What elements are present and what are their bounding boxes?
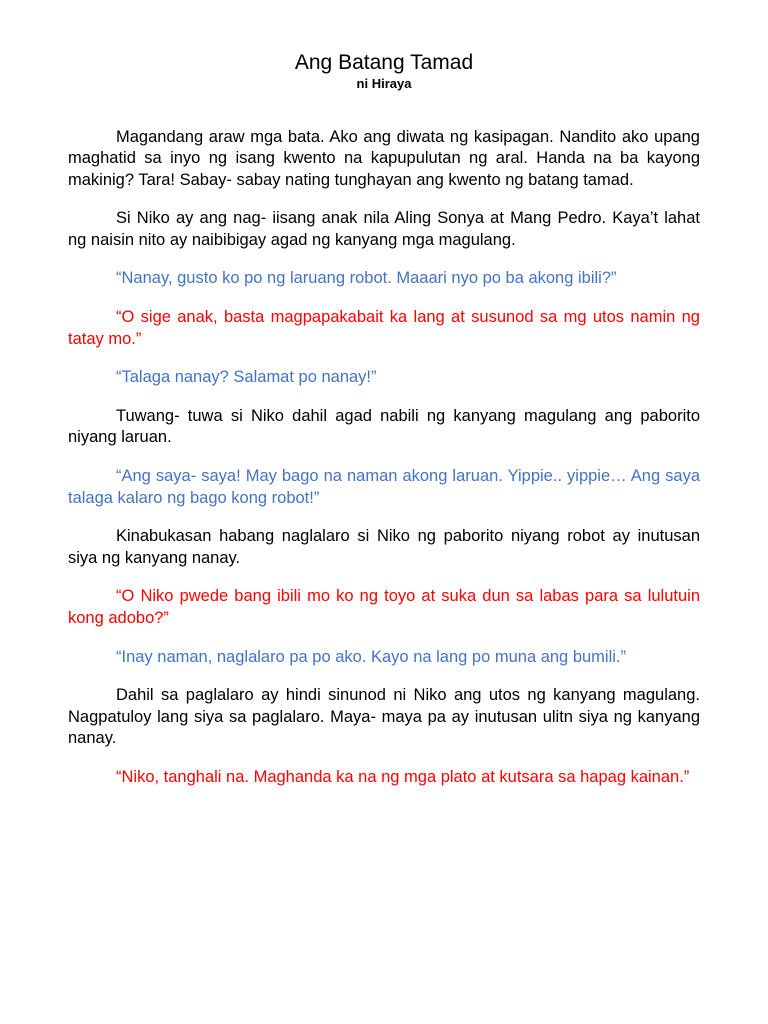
paragraph-narration: Magandang araw mga bata. Ako ang diwata ng kasipagan. Nandito ako upang maghatid sa inyo ng isang kwento na kapupulutan ng aral. Handa na ba kayong makinig? Tara! Sabay- sabay nating tunghayan ang kwento ng batang tamad. xyxy=(68,128,700,189)
dialogue-parent: “O Niko pwede bang ibili mo ko ng toyo at suka dun sa labas para sa lulutuin kong adobo?” xyxy=(68,587,700,627)
story-body xyxy=(68,127,700,806)
dialogue-niko: “Talaga nanay? Salamat po nanay!” xyxy=(116,368,377,387)
page-title: Ang Batang Tamad xyxy=(294,51,474,74)
dialogue-parent: “O sige anak, basta magpapakabait ka lang at susunod sa mg utos namin ng tatay mo.” xyxy=(68,308,700,348)
paragraph-narration: Si Niko ay ang nag- iisang anak nila Aling Sonya at Mang Pedro. Kaya’t lahat ng naisin nito ay naibibigay agad ng kanyang mga magulang. xyxy=(68,209,700,249)
paragraph-narration: Dahil sa paglalaro ay hindi sinunod ni Niko ang utos ng kanyang magulang. Nagpatuloy lang siya sa paglalaro. Maya- maya pa ay inutusan ulitn siya ng kanyang nanay. xyxy=(68,686,700,747)
dialogue-niko: “Ang saya- saya! May bago na naman akong laruan. Yippie.. yippie… Ang saya talaga kalaro ng bago kong robot!” xyxy=(68,467,700,507)
author-byline: ni Hiraya xyxy=(356,76,412,91)
dialogue-niko: “Nanay, gusto ko po ng laruang robot. Maaari nyo po ba akong ibili?” xyxy=(116,269,617,288)
dialogue-parent: “Niko, tanghali na. Maghanda ka na ng mga plato at kutsara sa hapag kainan.” xyxy=(116,767,690,786)
paragraph-narration: Tuwang- tuwa si Niko dahil agad nabili ng kanyang magulang ang paborito niyang laruan. xyxy=(68,407,700,447)
dialogue-niko: “Inay naman, naglalaro pa po ako. Kayo na lang po muna ang bumili.” xyxy=(116,647,626,666)
paragraph-narration: Kinabukasan habang naglalaro si Niko ng paborito niyang robot ay inutusan siya ng kanyang nanay. xyxy=(68,527,700,567)
